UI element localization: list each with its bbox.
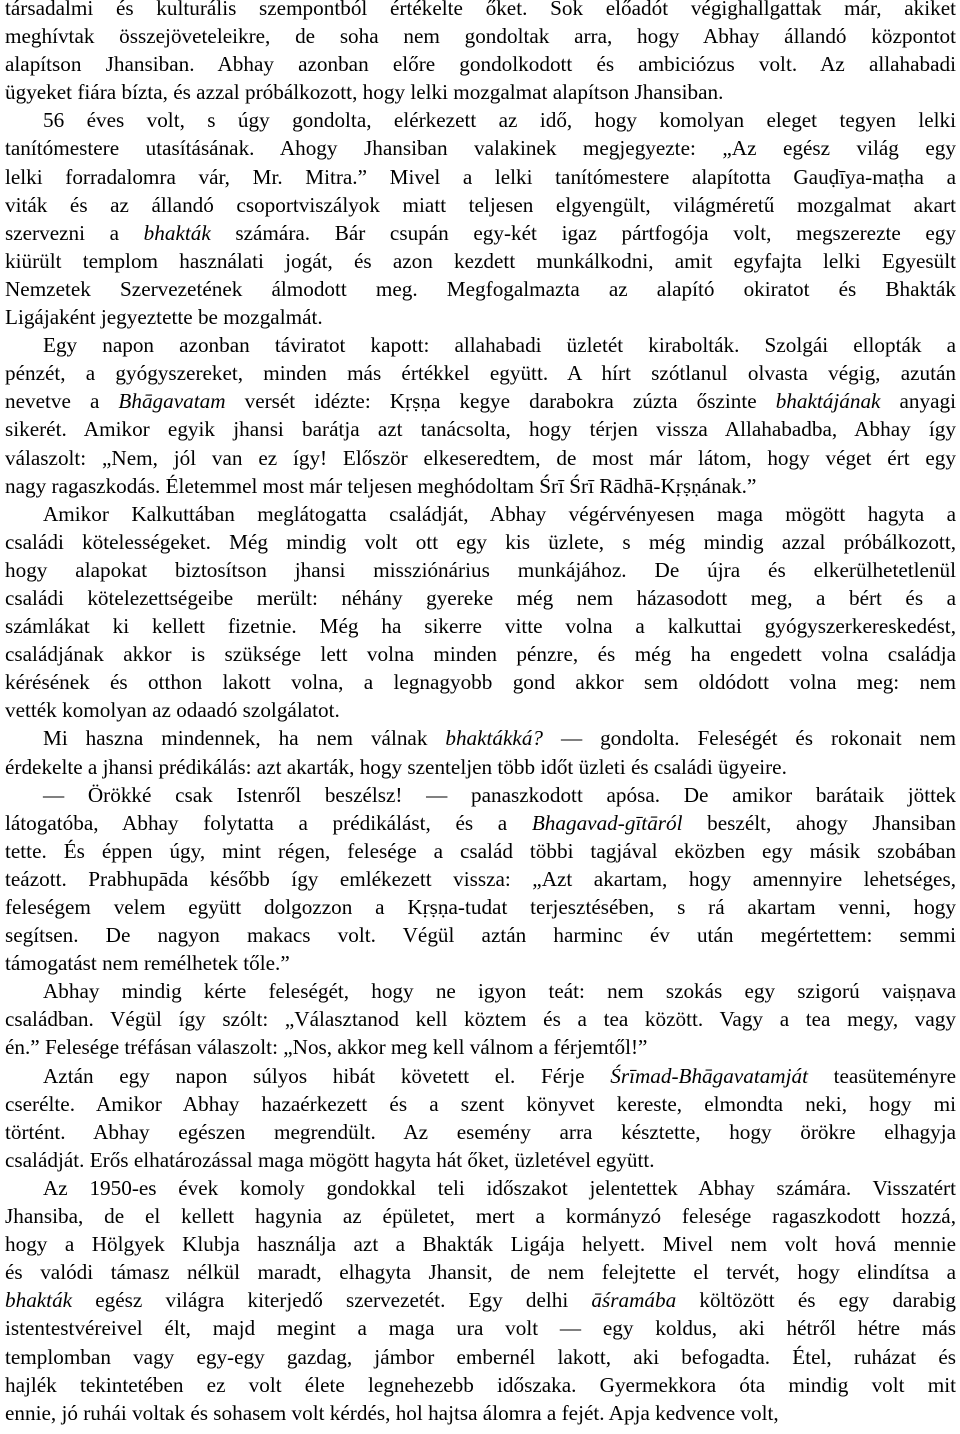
- text-segment: meghívtak összejöveteleikre, de soha nem gondoltak arra, hogy Abhay állandó központot: [5, 24, 956, 49]
- text-line: [5, 359, 956, 387]
- text-line: [5, 500, 956, 528]
- text-line: [5, 668, 956, 696]
- text-line: [5, 1118, 956, 1146]
- text-line: [5, 1174, 956, 1202]
- text-segment: szervezni a: [5, 220, 144, 245]
- text-line: [5, 584, 956, 612]
- text-line: [5, 1033, 956, 1061]
- text-segment: templomban vagy egy-egy gazdag, jámbor embernél lakott, aki befogadta. Étel, ruházat és: [5, 1344, 956, 1369]
- text-segment: lelki forradalomra vár, Mr. Mitra.” Mivel a lelki tanítómestere alapította Gauḍīya-maṭha a: [5, 164, 956, 189]
- text-segment: Aztán egy napon súlyos hibát követett el. Férje: [43, 1063, 611, 1088]
- text-segment: hajlék tekintetében ez volt élete legnehezebb időszaka. Gyermekkora óta mindig volt mit: [5, 1372, 956, 1397]
- text-line: [5, 219, 956, 247]
- paragraph: [5, 0, 956, 106]
- text-segment: családban. Végül így szólt: „Választanod kell köztem és a tea között. Vagy a tea megy, vagy: [5, 1007, 956, 1032]
- text-segment: családi kötelességeket. Még mindig volt ott egy kis üzlete, s még mindig azzal próbálkozott,: [5, 529, 956, 554]
- text-segment: társadalmi és kulturális szempontból értékelte őket. Sok előadót végighallgattak már, akiket: [5, 0, 956, 20]
- text-line: [5, 1371, 956, 1399]
- text-line: [5, 415, 956, 443]
- text-line: [5, 1314, 956, 1342]
- text-segment: alapítson Jhansiban. Abhay azonban előre gondolkodott és ambiciózus volt. Az allahabadi: [5, 52, 956, 77]
- text-line: [5, 1230, 956, 1258]
- text-segment: 56 éves volt, s úgy gondolta, elérkezett az idő, hogy komolyan eleget tegyen lelki: [43, 108, 956, 133]
- text-segment: Jhansiba, de el kellett hagynia az épületet, mert a kormányzó felesége ragaszkodott hozzá,: [5, 1204, 956, 1229]
- text-segment: válaszolt: „Nem, jól van ez így! Először elkeseredtem, de most már látom, hogy véget ért egy: [5, 445, 956, 470]
- text-segment: költözött és egy darabig: [676, 1288, 956, 1313]
- text-segment: nevetve a: [5, 389, 119, 414]
- text-line: [5, 1399, 956, 1427]
- text-line: [5, 163, 956, 191]
- text-line: [5, 191, 956, 219]
- text-segment: Abhay mindig kérte feleségét, hogy ne igyon teát: nem szokás egy szigorú vaiṣṇava: [43, 979, 956, 1004]
- text-line: [5, 106, 956, 134]
- text-segment: tanítómestere utasításának. Ahogy Jhansiban valakinek megjegyezte: „Az egész világ egy: [5, 136, 956, 161]
- text-segment: vették komolyan az odaadó szolgálatot.: [5, 698, 340, 723]
- italic-text: bhakták: [5, 1288, 73, 1313]
- paragraph: [5, 1062, 956, 1174]
- text-line: [5, 303, 956, 331]
- italic-text: bhakták: [143, 220, 211, 245]
- italic-text: bhaktájának: [775, 389, 881, 414]
- text-segment: én.” Felesége tréfásan válaszolt: „Nos, akkor meg kell válnom a férjemtől!”: [5, 1035, 648, 1060]
- text-segment: sikerét. Amikor egyik jhansi barátja azt tanácsolta, hogy térjen vissza Allahabadba, Abhay így: [5, 417, 956, 442]
- paragraph: [5, 977, 956, 1061]
- text-segment: Mi haszna mindennek, ha nem válnak: [43, 726, 446, 751]
- text-segment: — Örökké csak Istenről beszélsz! — panaszkodott apósa. De amikor barátaik jöttek: [43, 782, 956, 807]
- text-line: [5, 0, 956, 22]
- text-line: [5, 556, 956, 584]
- text-line: [5, 444, 956, 472]
- paragraph: [5, 1174, 956, 1427]
- text-segment: kérésének és otthon lakott volna, a legnagyobb gond akkor sem oldódott volna meg: nem: [5, 670, 956, 695]
- text-segment: számlákat ki kellett fizetnie. Még ha sikerre vitte volna a kalkuttai gyógyszerkereskedést,: [5, 614, 956, 639]
- text-segment: viták és az állandó csoportviszályok miatt teljesen elgyengült, világméretű mozgalmat akart: [5, 192, 956, 217]
- text-line: [5, 865, 956, 893]
- text-line: [5, 921, 956, 949]
- text-segment: támogatást nem remélhetek tőle.”: [5, 951, 290, 976]
- text-segment: ügyeket fiára bízta, és azzal próbálkozott, hogy lelki mozgalmat alapítson Jhansiban.: [5, 80, 724, 105]
- paragraph: [5, 724, 956, 780]
- italic-text: āśramába: [591, 1288, 677, 1313]
- text-line: [5, 753, 956, 781]
- paragraph: [5, 106, 956, 331]
- text-segment: tette. És éppen úgy, mint régen, felesége a család többi tagjával eközben egy másik szobában: [5, 838, 956, 863]
- text-line: [5, 1286, 956, 1314]
- text-segment: versét idézte: Kṛṣṇa kegye darabokra zúzta őszinte: [225, 389, 776, 414]
- italic-text: Bhagavad-gītāról: [531, 810, 683, 835]
- text-line: [5, 612, 956, 640]
- text-segment: Ligájaként jegyeztette be mozgalmát.: [5, 305, 323, 330]
- text-line: [5, 331, 956, 359]
- text-segment: történt. Abhay egészen megrendült. Az esemény arra késztette, hogy örökre elhagyja: [5, 1119, 956, 1144]
- paragraph: [5, 500, 956, 725]
- text-segment: érdekelte a jhansi prédikálás: azt akarták, hogy szenteljen több időt üzleti és családi ügyeire.: [5, 754, 787, 779]
- text-line: [5, 977, 956, 1005]
- text-line: [5, 949, 956, 977]
- text-line: [5, 275, 956, 303]
- text-segment: ennie, jó ruhái voltak és sohasem volt kérdés, hol hajtsa álomra a fejét. Apja kedvence volt,: [5, 1400, 779, 1425]
- text-line: [5, 1258, 956, 1286]
- italic-text: bhaktákká?: [445, 726, 544, 751]
- italic-text: Bhāgavatam: [118, 389, 226, 414]
- text-segment: hogy a Hölgyek Klubja használja azt a Bhakták Ligája helyett. Mivel nem volt hová mennie: [5, 1232, 956, 1257]
- paragraph: [5, 331, 956, 500]
- text-line: [5, 696, 956, 724]
- text-segment: feleségem velem együtt dolgozzon a Kṛṣṇa-tudat terjesztésében, s rá akartam venni, hogy: [5, 895, 956, 919]
- text-line: [5, 1090, 956, 1118]
- text-segment: istentestvéreivel élt, majd megint a maga ura volt — egy koldus, aki hétről hétre más: [5, 1316, 956, 1341]
- text-line: [5, 387, 956, 415]
- text-line: [5, 134, 956, 162]
- text-line: [5, 640, 956, 668]
- text-segment: teázott. Prabhupāda később így emlékezett vissza: „Azt akartam, hogy amennyire lehetséges,: [5, 866, 956, 891]
- text-segment: pénzét, a gyógyszereket, minden más értékkel együtt. A hírt szótlanul olvasta végig, azután: [5, 361, 956, 386]
- text-segment: Nemzetek Szervezetének álmodott meg. Megfogalmazta az alapító okiratot és Bhakták: [5, 276, 956, 301]
- text-segment: teasüteményre: [807, 1063, 956, 1088]
- text-line: [5, 247, 956, 275]
- text-segment: családját. Erős elhatározással maga mögött hagyta hát őket, üzletével együtt.: [5, 1147, 655, 1172]
- paragraph: [5, 781, 956, 978]
- text-segment: látogatóba, Abhay folytatta a prédikálást, és a: [5, 810, 532, 835]
- text-segment: számára. Bár csupán egy-két igaz pártfogója volt, megszerezte egy: [210, 220, 956, 245]
- text-line: [5, 1062, 956, 1090]
- text-line: [5, 78, 956, 106]
- text-segment: — gondolta. Feleségét és rokonait nem: [543, 726, 956, 751]
- text-segment: beszélt, ahogy Jhansiban: [682, 810, 956, 835]
- text-line: [5, 893, 956, 921]
- text-line: [5, 809, 956, 837]
- text-segment: Az 1950-es évek komoly gondokkal teli időszakot jelentettek Abhay számára. Visszatért: [43, 1175, 956, 1200]
- text-segment: és valódi támasz nélkül maradt, elhagyta Jhansit, de nem felejtette el tervét, hogy elindítsa a: [5, 1260, 956, 1285]
- text-segment: egész világra kiterjedő szervezetét. Egy delhi: [72, 1288, 592, 1313]
- text-line: [5, 781, 956, 809]
- text-segment: kiürült templom használati jogát, és azon kezdett munkálkodni, amit egyfajta lelki Egyesült: [5, 248, 956, 273]
- italic-text: Śrīmad-Bhāgavatamját: [610, 1063, 808, 1088]
- text-line: [5, 50, 956, 78]
- document-body: [5, 0, 956, 1427]
- text-line: [5, 1343, 956, 1371]
- text-line: [5, 22, 956, 50]
- text-line: [5, 528, 956, 556]
- text-segment: hogy alapokat biztosítson jhansi missziónárius munkájához. De újra és elkerülhetetlenül: [5, 557, 956, 582]
- text-line: [5, 1146, 956, 1174]
- text-segment: családjának akkor is szüksége lett volna minden pénzre, és még ha engedett volna családja: [5, 642, 956, 667]
- text-segment: nagy ragaszkodás. Életemmel most már teljesen meghódoltam Śrī Śrī Rādhā-Kṛṣṇának.”: [5, 473, 757, 498]
- text-segment: családi kötelezettségeibe merült: néhány gyereke még nem házasodott meg, a bért és a: [5, 585, 956, 610]
- text-line: [5, 837, 956, 865]
- text-segment: cserélte. Amikor Abhay hazaérkezett és a szent könyvet kereste, elmondta neki, hogy mi: [5, 1091, 956, 1116]
- text-line: [5, 1005, 956, 1033]
- text-segment: segítsen. De nagyon makacs volt. Végül aztán harminc év után megértettem: semmi: [5, 923, 956, 948]
- text-line: [5, 472, 956, 500]
- text-line: [5, 1202, 956, 1230]
- text-segment: Egy napon azonban táviratot kapott: allahabadi üzletét kirabolták. Szolgái ellopták a: [43, 333, 956, 358]
- text-segment: anyagi: [880, 389, 956, 414]
- text-segment: Amikor Kalkuttában meglátogatta családját, Abhay végérvényesen maga mögött hagyta a: [43, 501, 956, 526]
- text-line: [5, 724, 956, 752]
